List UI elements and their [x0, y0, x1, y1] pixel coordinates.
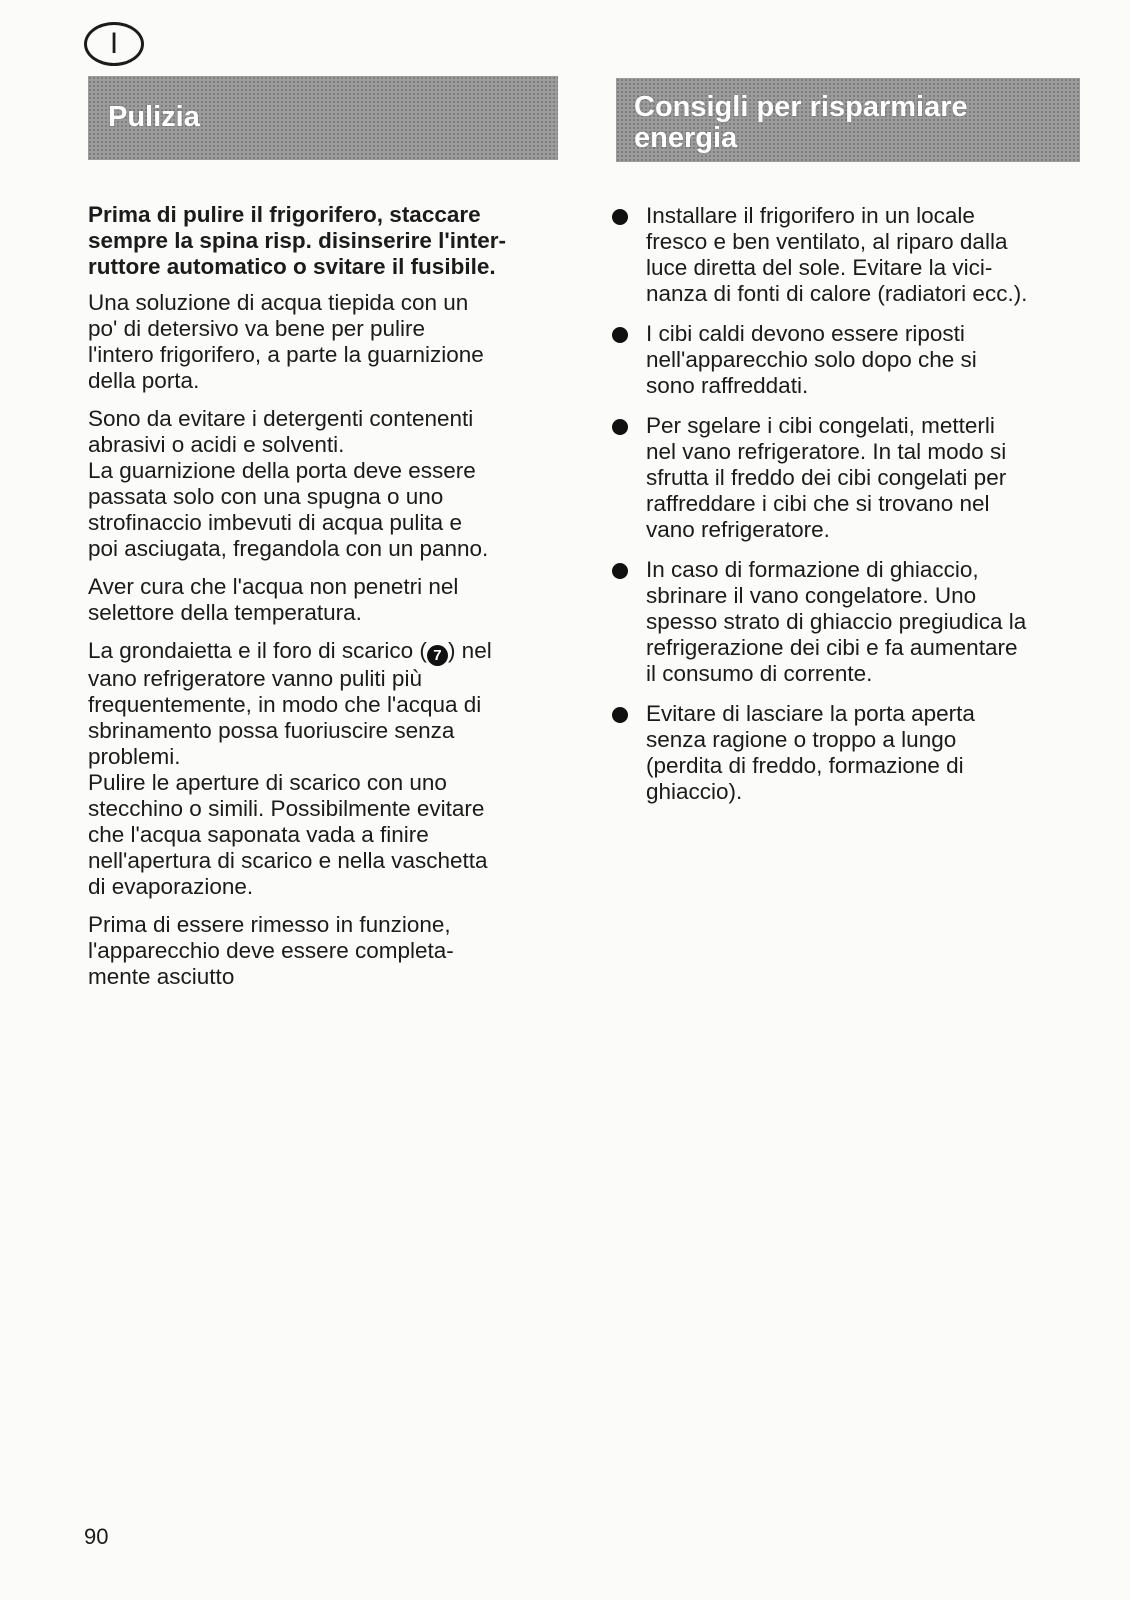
energy-tip-text: Per sgelare i cibi congelati, metterli nel vano refrigeratore. In tal modo si sfrutta il freddo dei cibi congelati per raffreddare i cibi che si trovano nel vano refrigeratore.	[646, 413, 1007, 542]
cleaning-paragraph-2: Sono da evitare i detergenti contenenti abrasivi o acidi e solventi. La guarnizione della porta deve essere passata solo con una spugna o uno strofinaccio imbevuti di acqua pulita e poi asciugata, fregandola con un panno.	[88, 406, 489, 561]
language-badge: I	[84, 22, 144, 66]
energy-tip-text: I cibi caldi devono essere riposti nell'apparecchio solo dopo che si sono raffreddati.	[646, 321, 977, 398]
energy-tips-list	[612, 203, 1092, 805]
energy-tip	[612, 701, 1092, 805]
bullet-icon	[612, 327, 628, 343]
p4-text-end: ) nel vano refrigeratore vanno puliti più frequentemente, in modo che l'acqua di sbrinamento possa fuoriuscire senza problemi. Pulire le aperture di scarico con uno stecchino o simili. Possibilmente evitare che l'acqua saponata vada a finire nell'apertura di scarico e nella vaschetta di evaporazione.	[88, 638, 492, 899]
p4-text-start: La grondaietta e il foro di scarico (	[88, 638, 427, 663]
cleaning-paragraph-1: Una soluzione di acqua tiepida con un po' di detersivo va bene per pulire l'intero frigorifero, a parte la guarnizione della porta.	[88, 290, 484, 393]
bullet-icon	[612, 209, 628, 225]
page-number: 90	[84, 1524, 109, 1549]
cleaning-column	[88, 202, 568, 1002]
cleaning-warning: Prima di pulire il frigorifero, staccare sempre la spina risp. disinserire l'inter- ruttore automatico o svitare il fusibile.	[88, 202, 507, 279]
bullet-icon	[612, 707, 628, 723]
cleaning-heading: Pulizia	[88, 76, 558, 160]
cleaning-paragraph-3: Aver cura che l'acqua non penetri nel selettore della temperatura.	[88, 574, 459, 625]
energy-heading-line-1: Consigli per risparmiare	[634, 91, 968, 123]
energy-saving-heading	[616, 78, 1080, 162]
energy-tip	[612, 321, 1092, 399]
bullet-icon	[612, 563, 628, 579]
energy-tip	[612, 413, 1092, 543]
energy-tip	[612, 557, 1092, 687]
energy-heading-line-2: energia	[634, 122, 738, 154]
energy-tip-text: In caso di formazione di ghiaccio, sbrinare il vano congelatore. Uno spesso strato di ghiaccio pregiudica la refrigerazione dei cibi e fa aumentare il consumo di corrente.	[646, 557, 1027, 686]
energy-tip-text: Evitare di lasciare la porta aperta senza ragione o troppo a lungo (perdita di freddo, formazione di ghiaccio).	[646, 701, 975, 804]
energy-tip	[612, 203, 1092, 307]
bullet-icon	[612, 419, 628, 435]
cleaning-paragraph-4	[88, 638, 568, 900]
energy-column	[612, 203, 1092, 819]
cleaning-paragraph-5: Prima di essere rimesso in funzione, l'apparecchio deve essere completa- mente asciutto	[88, 912, 454, 989]
drain-reference-number: 7	[427, 645, 448, 666]
energy-tip-text: Installare il frigorifero in un locale fresco e ben ventilato, al riparo dalla luce diretta del sole. Evitare la vici- nanza di fonti di calore (radiatori ecc.).	[646, 203, 1028, 306]
